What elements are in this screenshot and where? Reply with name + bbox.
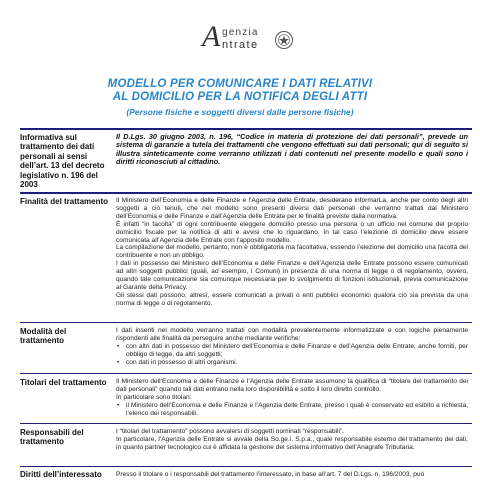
finalita-paragraph: È infatti “in facoltà” di ogni contribuente eleggere domicilio presso una persona o un ufficio nel comune del proprio domicilio fiscale per la notifica di atti e avvisi che lo riguardano. In tal caso l’elezione di domicilio deve essere comunicata all’Agenzia delle Entrate con l’apposito modello. [116,220,468,244]
titolari-label: Titolari del trattamento [20,378,107,387]
section-divider [20,373,472,374]
finalita-paragraph: I dati in possesso del Ministero dell’Economia e delle Finanze e dell’Agenzia delle Entrate possono essere comunicati ad altri soggetti pubblici (quali, ad esempio, i Comuni) in presenza di una norma di legge o di regolamento, ovvero, quando tale comunicazione sia comunque necessaria per lo svolgimento di funzioni istituzionali, previa comunicazione al Garante della Privacy. [116,260,468,291]
titolari-paragraph: Il Ministero dell’Economia e delle Finanze e l’Agenzia delle Entrate assumono la qualifica di “titolare del trattamento dei dati personali” quando tali dati entrano nella loro disponibilità e sotto il loro diretto controllo. [116,378,468,393]
section-divider [20,322,472,323]
titolari-text [116,378,468,418]
section-divider [20,128,472,130]
logo-text-line1: genzia [222,27,259,38]
list-item: • il Ministero dell’Economia e delle Finanze e l’Agenzia delle Entrate, presso i quali è conservato ed esibito a richiesta, l’elenco dei responsabili. [123,402,468,418]
section-divider [20,466,472,467]
finalita-paragraph: Il Ministero dell’Economia e delle Finanze e l’Agenzia delle Entrate, desiderano informarLa, anche per conto degli altri soggetti a ciò tenuti, che nel modello sono presenti diversi dati personali che verranno trattati dal Ministero dell’Economia e delle Finanze e dall’Agenzia delle Entrate per le finalità previste dalla normativa. [116,197,468,220]
modalita-text [116,327,468,367]
republic-emblem-icon [274,30,294,50]
section-divider [20,423,472,424]
responsabili-label: Responsabili del trattamento [20,428,84,447]
finalita-paragraph: Gli stessi dati possono, altresì, essere comunicati a privati o enti pubblici economici qualora ciò sia prevista da una norma di legge o di regolamento. [116,291,468,307]
informativa-label: Informativa sul trattamento dei dati personali ai sensi dell’art. 13 del decreto legislativo n. 196 del 2003 [20,133,105,190]
responsabili-paragraph: I “titolari del trattamento” possono avvalersi di soggetti nominati “responsabili”. [116,428,344,435]
agenzia-entrate-logo [188,22,298,62]
titolari-paragraph: In particolare sono titolari: [116,393,192,401]
list-item: • con altri dati in possesso del Ministero dell’Economia e delle Finanze e dell’Agenzia delle Entrate, anche forniti, per obbligo di legge, da altri soggetti; [123,343,468,359]
document-title-line2: AL DOMICILIO PER LA NOTIFICA DEGLI ATTI [112,91,368,103]
informativa-text: Il D.Lgs. 30 giugno 2003, n. 196, “Codice in materia di protezione dei dati personali”, prevede un sistema di garanzie a tutela dei trattamenti che vengono effettuati sui dati personali; qui di seguito si illustra sinteticamente come verranno utilizzati i dati contenuti nel presente modello e quali sono i diritti riconosciuti al cittadino. [116,132,468,167]
diritti-text: Presso il titolare o i responsabili del trattamento l’interessato, in base all’art. 7 del D.Lgs. n. 196/2003, può [116,471,425,478]
modalita-list [116,343,468,367]
finalita-label: Finalità del trattamento [20,197,109,206]
titolari-list [116,402,468,418]
modalita-label: Modalità del trattamento [20,327,67,346]
logo-initial: A [202,20,221,53]
list-item: • con dati in possesso di altri organismi. [123,359,468,367]
document-title-block [60,78,420,117]
document-title-line1: MODELLO PER COMUNICARE I DATI RELATIVI [107,78,373,90]
responsabili-text [116,428,468,452]
diritti-label: Diritti dell’interessato [20,470,102,479]
responsabili-paragraph: In particolare, l’Agenzia delle Entrate si avvale della So.ge.i. S.p.a., quale responsabile esterno del trattamento dei dati, in quanto partner tecnologico cui è affidata la gestione del sistema informativo dell’Anagrafe Tributaria. [116,435,468,451]
finalita-paragraph: La compilazione del modello, pertanto, non è obbligatoria ma facoltativa, essendo l’elezione del domicilio una facoltà del contribuente e non un obbligo. [116,244,468,260]
modalita-paragraph: I dati inseriti nel modello verranno trattati con modalità prevalentemente informatizzate e con logiche pienamente rispondenti alle finalità da perseguire anche mediante verifiche: [116,327,468,342]
section-divider [20,192,472,194]
finalita-text [116,197,468,308]
logo-text-line2: ntrate [222,39,259,51]
document-subtitle: (Persone fisiche e soggetti diversi dalle persone fisiche) [126,107,354,117]
